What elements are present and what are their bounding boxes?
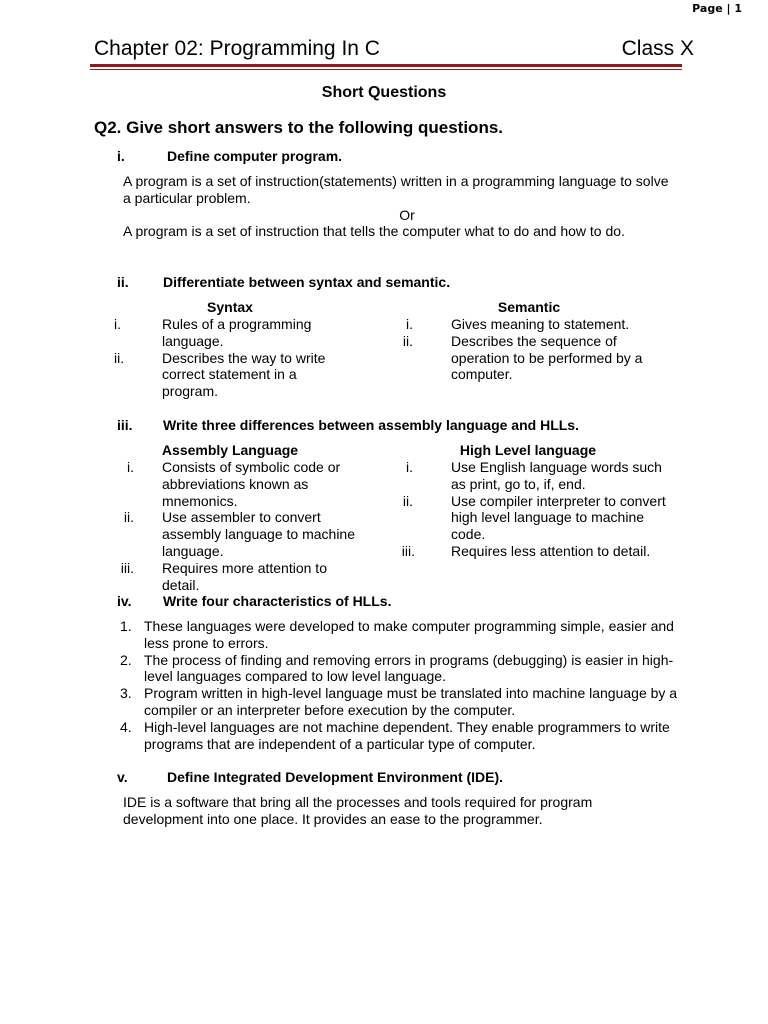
item-number: i.: [127, 459, 134, 475]
list-item: [114, 459, 364, 509]
item-text: Consists of symbolic code or abbreviations known as mnemonics.: [162, 459, 341, 509]
list-item: [114, 350, 350, 400]
item-text: Use assembler to convert assembly language to machine language.: [162, 509, 356, 559]
question-text: Define Integrated Development Environment (IDE).: [167, 769, 504, 785]
chapter-title: Chapter 02: Programming In C: [94, 37, 380, 60]
syntax-column-title: Syntax: [207, 299, 253, 315]
class-label: Class X: [621, 37, 694, 60]
list-item: [120, 685, 680, 719]
item-text: Gives meaning to statement.: [451, 316, 630, 332]
item-number: 2.: [120, 651, 132, 668]
semantic-list: [397, 316, 671, 383]
header-rule-thick: [90, 64, 682, 67]
item-text: The process of finding and removing errors in programs (debugging) is easier in high-level languages compared to low level language.: [144, 651, 674, 685]
page-number: Page | 1: [692, 2, 742, 15]
item-text: These languages were developed to make computer programming simple, easier and less prone to errors.: [144, 618, 674, 651]
question-text: Differentiate between syntax and semantic.: [163, 274, 451, 290]
item-text: Describes the way to write correct statement in a program.: [162, 349, 326, 400]
item-number: ii.: [123, 509, 134, 526]
assembly-list: [114, 459, 364, 593]
list-item: [120, 618, 680, 652]
list-item: [397, 333, 671, 383]
section-title: Short Questions: [321, 84, 447, 101]
list-item: [397, 543, 677, 560]
answer-v: IDE is a software that bring all the processes and tools required for program development into one place. It provides an ease to the programmer.: [123, 794, 593, 827]
item-number: ii.: [402, 332, 413, 349]
item-text: Program written in high-level language must be translated into machine language by a compiler or an interpreter before execution by the computer.: [144, 685, 678, 718]
question-number: i.: [117, 148, 125, 164]
item-text: High-level languages are not machine dependent. They enable programmers to write programs that are independent of a particular type of computer.: [144, 718, 670, 752]
item-number: i.: [406, 459, 413, 475]
semantic-column-title: Semantic: [497, 299, 561, 315]
item-text: Use compiler interpreter to convert high level language to machine code.: [451, 492, 666, 543]
question-text: Write three differences between assembly language and HLLs.: [163, 417, 579, 433]
list-item: [120, 652, 680, 686]
answer-i-part1: A program is a set of instruction(statements) written in a programming language to solve a particular problem.: [123, 173, 669, 206]
item-text: Requires less attention to detail.: [451, 542, 651, 559]
question-text: Define computer program.: [167, 148, 343, 164]
list-item: [120, 719, 680, 753]
item-text: Use English language words such as print, go to, if, end.: [451, 459, 662, 492]
item-number: ii.: [114, 349, 125, 366]
list-item: [397, 459, 677, 493]
item-number: 3.: [120, 685, 132, 702]
item-number: i.: [114, 316, 121, 332]
list-item: [114, 560, 364, 594]
question-title: Q2. Give short answers to the following questions.: [94, 118, 504, 137]
item-number: iii.: [401, 542, 415, 559]
list-item: [114, 509, 364, 559]
hll-column-title: High Level language: [459, 442, 597, 458]
item-number: i.: [406, 316, 413, 332]
item-number: iii.: [120, 559, 134, 576]
answer-i-part2: A program is a set of instruction that tells the computer what to do and how to do.: [123, 223, 625, 239]
list-item: [397, 316, 671, 333]
item-text: Requires more attention to detail.: [162, 559, 327, 593]
question-number: iii.: [117, 417, 133, 433]
syntax-list: [114, 316, 350, 400]
question-number: iv.: [117, 593, 132, 609]
item-text: Rules of a programming language.: [162, 316, 312, 349]
hll-characteristics-list: [120, 618, 680, 752]
item-number: 1.: [120, 618, 132, 634]
item-number: 4.: [120, 718, 132, 735]
item-text: Describes the sequence of operation to be performed by a computer.: [451, 332, 643, 383]
hll-list: [397, 459, 677, 560]
list-item: [114, 316, 350, 350]
list-item: [397, 493, 677, 543]
question-number: ii.: [117, 274, 129, 290]
header-rule-thin: [90, 69, 682, 70]
item-number: ii.: [402, 492, 413, 509]
question-text: Write four characteristics of HLLs.: [163, 593, 392, 609]
assembly-column-title: Assembly Language: [161, 442, 299, 458]
question-number: v.: [117, 769, 128, 785]
or-separator: Or: [399, 207, 415, 223]
